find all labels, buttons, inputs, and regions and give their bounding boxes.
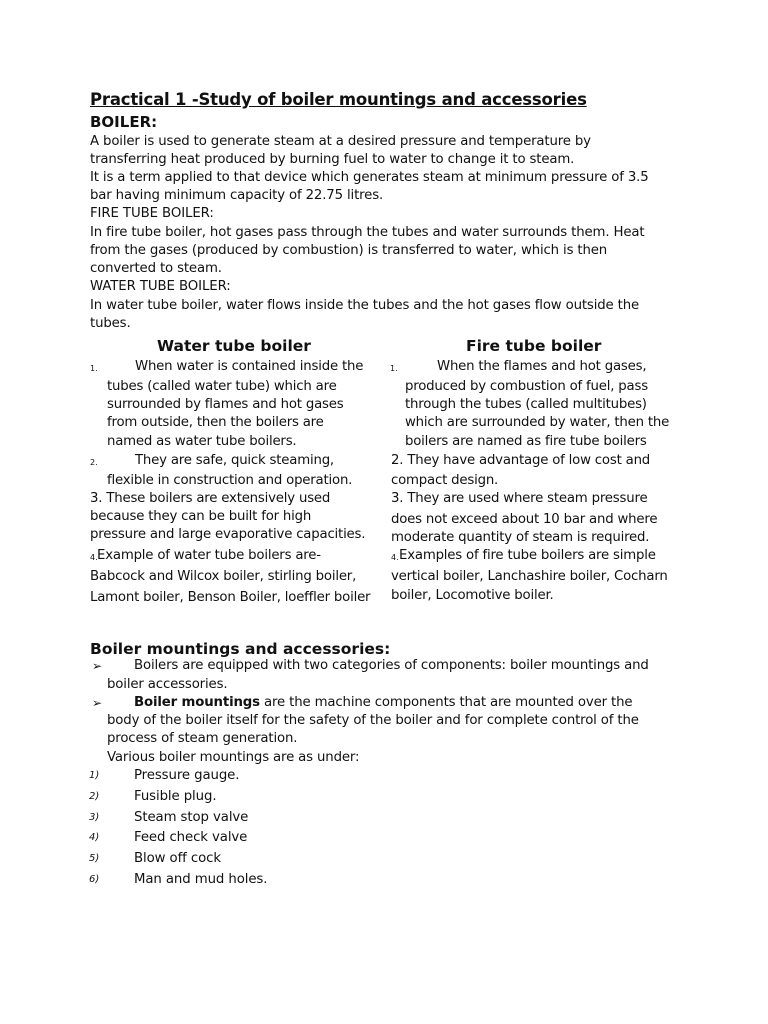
list-number: 6) [89, 874, 100, 885]
column-line: surrounded by flames and hot gases [107, 397, 344, 412]
column-line: boiler, Locomotive boiler. [391, 588, 554, 603]
column-line: When the flames and hot gases, [437, 359, 647, 374]
water-tube-heading: WATER TUBE BOILER: [90, 279, 231, 294]
list-number: 3) [89, 812, 100, 823]
column-line: flexible in construction and operation. [107, 473, 353, 488]
fire-tube-para-line: from the gases (produced by combustion) is transferred to water, which is then [90, 243, 608, 258]
column-line: They are safe, quick steaming, [135, 453, 334, 468]
list-item: Pressure gauge. [134, 768, 240, 783]
list-item: Steam stop valve [134, 810, 249, 825]
fire-tube-heading: FIRE TUBE BOILER: [90, 206, 214, 221]
bold-term: Boiler mountings [134, 695, 260, 710]
list-number: 1. [390, 364, 398, 373]
list-item: Fusible plug. [134, 789, 217, 804]
boiler-heading: BOILER: [90, 113, 158, 131]
list-number: 1. [90, 364, 98, 373]
column-line: boilers are named as fire tube boilers [405, 434, 647, 449]
bullet-line: body of the boiler itself for the safety of the boiler and for complete control of the [107, 713, 639, 728]
column-line: because they can be built for high [90, 509, 312, 524]
column-line: Examples of fire tube boilers are simple [399, 548, 656, 563]
list-number: 4) [89, 832, 100, 843]
list-item: Blow off cock [134, 851, 221, 866]
column-line: compact design. [391, 473, 499, 488]
column-line: Lamont boiler, Benson Boiler, loeffler boiler [90, 590, 371, 605]
column-line: tubes (called water tube) which are [107, 379, 337, 394]
column-line: through the tubes (called multitubes) [405, 397, 647, 412]
column-line: produced by combustion of fuel, pass [405, 379, 648, 394]
arrow-bullet-icon: ➢ [92, 659, 103, 673]
boiler-para-line: bar having minimum capacity of 22.75 litres. [90, 188, 384, 203]
boiler-para-line: transferring heat produced by burning fuel to water to change it to steam. [90, 152, 575, 167]
list-number: 2. [90, 458, 98, 467]
column-line: vertical boiler, Lanchashire boiler, Cocharn [391, 569, 668, 584]
water-tube-column-heading: Water tube boiler [157, 337, 311, 355]
column-line: does not exceed about 10 bar and where [391, 512, 658, 527]
column-line: pressure and large evaporative capacities. [90, 527, 366, 542]
bullet-line: Various boiler mountings are as under: [107, 750, 360, 765]
fire-tube-para-line: converted to steam. [90, 261, 222, 276]
arrow-bullet-icon: ➢ [92, 696, 103, 710]
boiler-para-line: It is a term applied to that device which generates steam at minimum pressure of 3.5 [90, 170, 649, 185]
water-tube-para-line: tubes. [90, 316, 131, 331]
column-line: moderate quantity of steam is required. [391, 530, 650, 545]
column-line: named as water tube boilers. [107, 434, 297, 449]
bullet-line: process of steam generation. [107, 731, 298, 746]
fire-tube-para-line: In fire tube boiler, hot gases pass through the tubes and water surrounds them. Heat [90, 225, 645, 240]
column-line: 3. These boilers are extensively used [90, 491, 331, 506]
column-line: from outside, then the boilers are [107, 415, 324, 430]
bullet-line: Boilers are equipped with two categories of components: boiler mountings and [134, 658, 649, 673]
boiler-para-line: A boiler is used to generate steam at a desired pressure and temperature by [90, 134, 591, 149]
water-tube-para-line: In water tube boiler, water flows inside the tubes and the hot gases flow outside the [90, 298, 640, 313]
column-line: Example of water tube boilers are- [97, 548, 321, 563]
page-title: Practical 1 -Study of boiler mountings and accessories [90, 90, 587, 109]
list-number: 5) [89, 853, 100, 864]
list-number: 2) [89, 791, 100, 802]
bullet-line: boiler accessories. [107, 677, 228, 692]
fire-tube-column-heading: Fire tube boiler [466, 337, 602, 355]
column-line: Babcock and Wilcox boiler, stirling boiler, [90, 569, 357, 584]
column-line: 3. They are used where steam pressure [391, 491, 648, 506]
bullet-line [134, 695, 632, 710]
list-number: 1) [89, 770, 100, 781]
bullet-line-rest: are the machine components that are mounted over the [259, 695, 633, 710]
list-number: 4. [90, 553, 98, 562]
list-item: Feed check valve [134, 830, 248, 845]
column-line: 2. They have advantage of low cost and [391, 453, 651, 468]
list-number: 4. [391, 553, 399, 562]
column-line: When water is contained inside the [135, 359, 364, 374]
list-item: Man and mud holes. [134, 872, 268, 887]
mountings-heading: Boiler mountings and accessories: [90, 640, 391, 658]
column-line: which are surrounded by water, then the [405, 415, 670, 430]
